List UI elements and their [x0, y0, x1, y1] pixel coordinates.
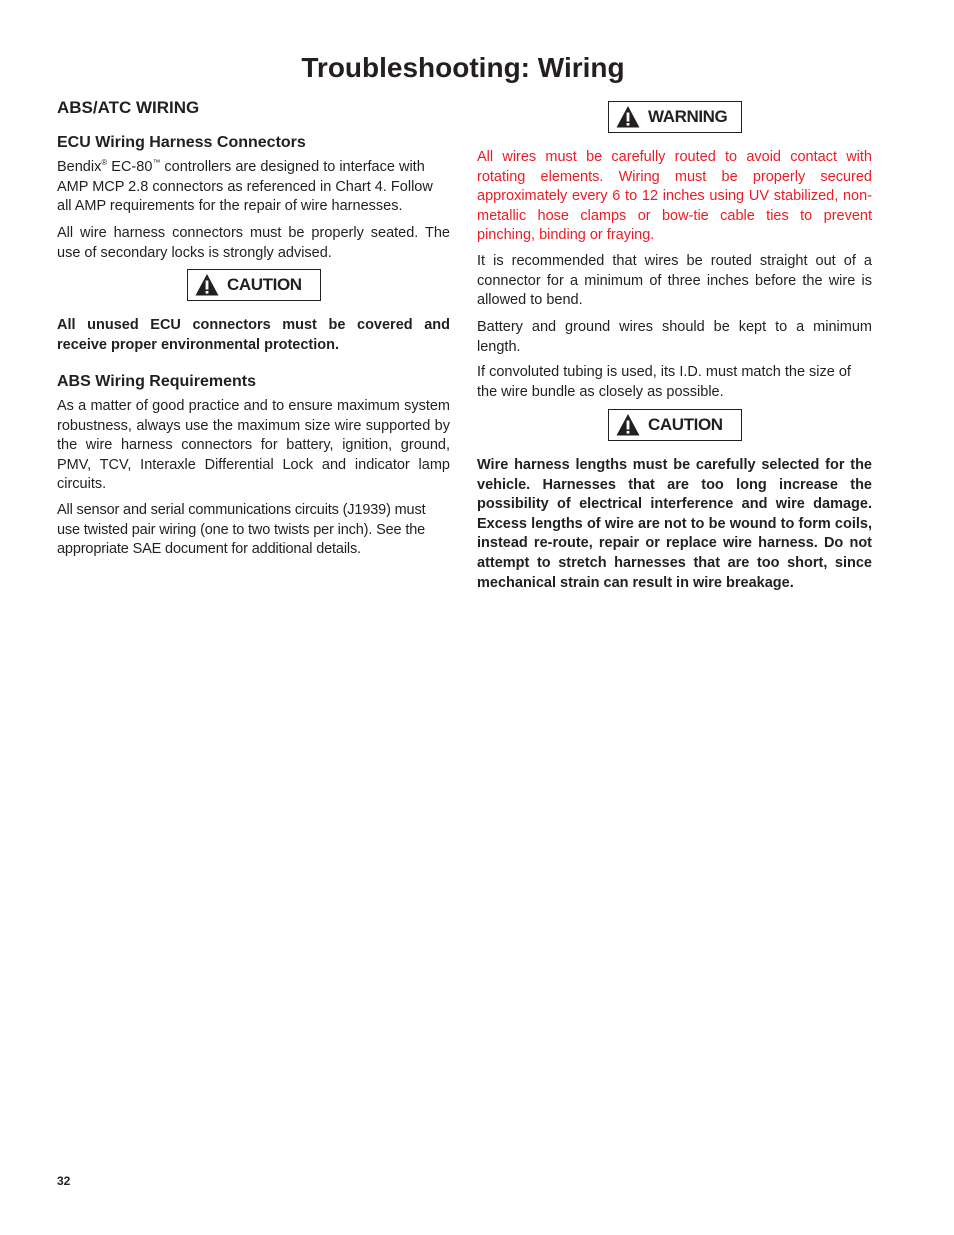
- heading-ecu-wiring-harness-connectors: ECU Wiring Harness Connectors: [57, 134, 306, 151]
- warning-box: [608, 101, 742, 133]
- caution-box-right: [608, 409, 742, 441]
- page-title: Troubleshooting: Wiring: [301, 52, 625, 83]
- paragraph-route-straight: It is recommended that wires be routed straight out of a connector for a minimum of three inches before the wire is allowed to bend.: [477, 253, 872, 309]
- page-number: 32: [57, 1174, 71, 1188]
- caution-label: CAUTION: [227, 275, 302, 294]
- paragraph-abs-robustness: As a matter of good practice and to ensure maximum system robustness, always use the maximum size wire supported by the wire harness connectors for battery, ignition, ground, PMV, TCV, Interaxle Differential Lock and indicator lamp circuits.: [57, 398, 450, 493]
- warning-label: WARNING: [648, 107, 728, 126]
- caution-box-left: [187, 269, 321, 301]
- warning-text: All wires must be carefully routed to avoid contact with rotating elements. Wiring must be properly secured approximately every 6 to 12 inches using UV stabilized, non-metallic hose clamps or bow-tie cable ties to prevent pinching, binding or fraying.: [477, 149, 872, 244]
- paragraph-twisted-pair: All sensor and serial communications circuits (J1939) must use twisted pair wiring (one to two twists per inch). See the appropriate SAE document for additional details.: [57, 502, 426, 558]
- caution-text-left: All unused ECU connectors must be covered and receive proper environmental protection.: [57, 317, 450, 353]
- paragraph-connectors-seated: All wire harness connectors must be properly seated. The use of secondary locks is strongly advised.: [57, 225, 450, 261]
- caution-text-right: Wire harness lengths must be carefully selected for the vehicle. Harnesses that are too long increase the possibility of electrical interference and wire damage. Excess lengths of wire are not to be wound to form coils, instead re-route, repair or replace wire harness. Do not attempt to stretch harnesses that are too short, since mechanical strain can result in wire breakage.: [477, 457, 872, 591]
- paragraph-ecu-connectors: Bendix® EC-80™ controllers are designed to interface with AMP MCP 2.8 connectors as referenced in Chart 4. Follow all AMP requirements for the repair of wire harnesses.: [57, 158, 433, 215]
- paragraph-battery-ground: Battery and ground wires should be kept to a minimum length.: [477, 319, 872, 355]
- warning-triangle-icon: [616, 413, 640, 437]
- heading-abs-wiring-requirements: ABS Wiring Requirements: [57, 373, 256, 390]
- section-heading-abs-atc-wiring: ABS/ATC WIRING: [57, 98, 200, 117]
- warning-triangle-icon: [195, 273, 219, 297]
- paragraph-convoluted-tubing: If convoluted tubing is used, its I.D. must match the size of the wire bundle as closely as possible.: [477, 364, 851, 400]
- caution-label: CAUTION: [648, 415, 723, 434]
- warning-triangle-icon: [616, 105, 640, 129]
